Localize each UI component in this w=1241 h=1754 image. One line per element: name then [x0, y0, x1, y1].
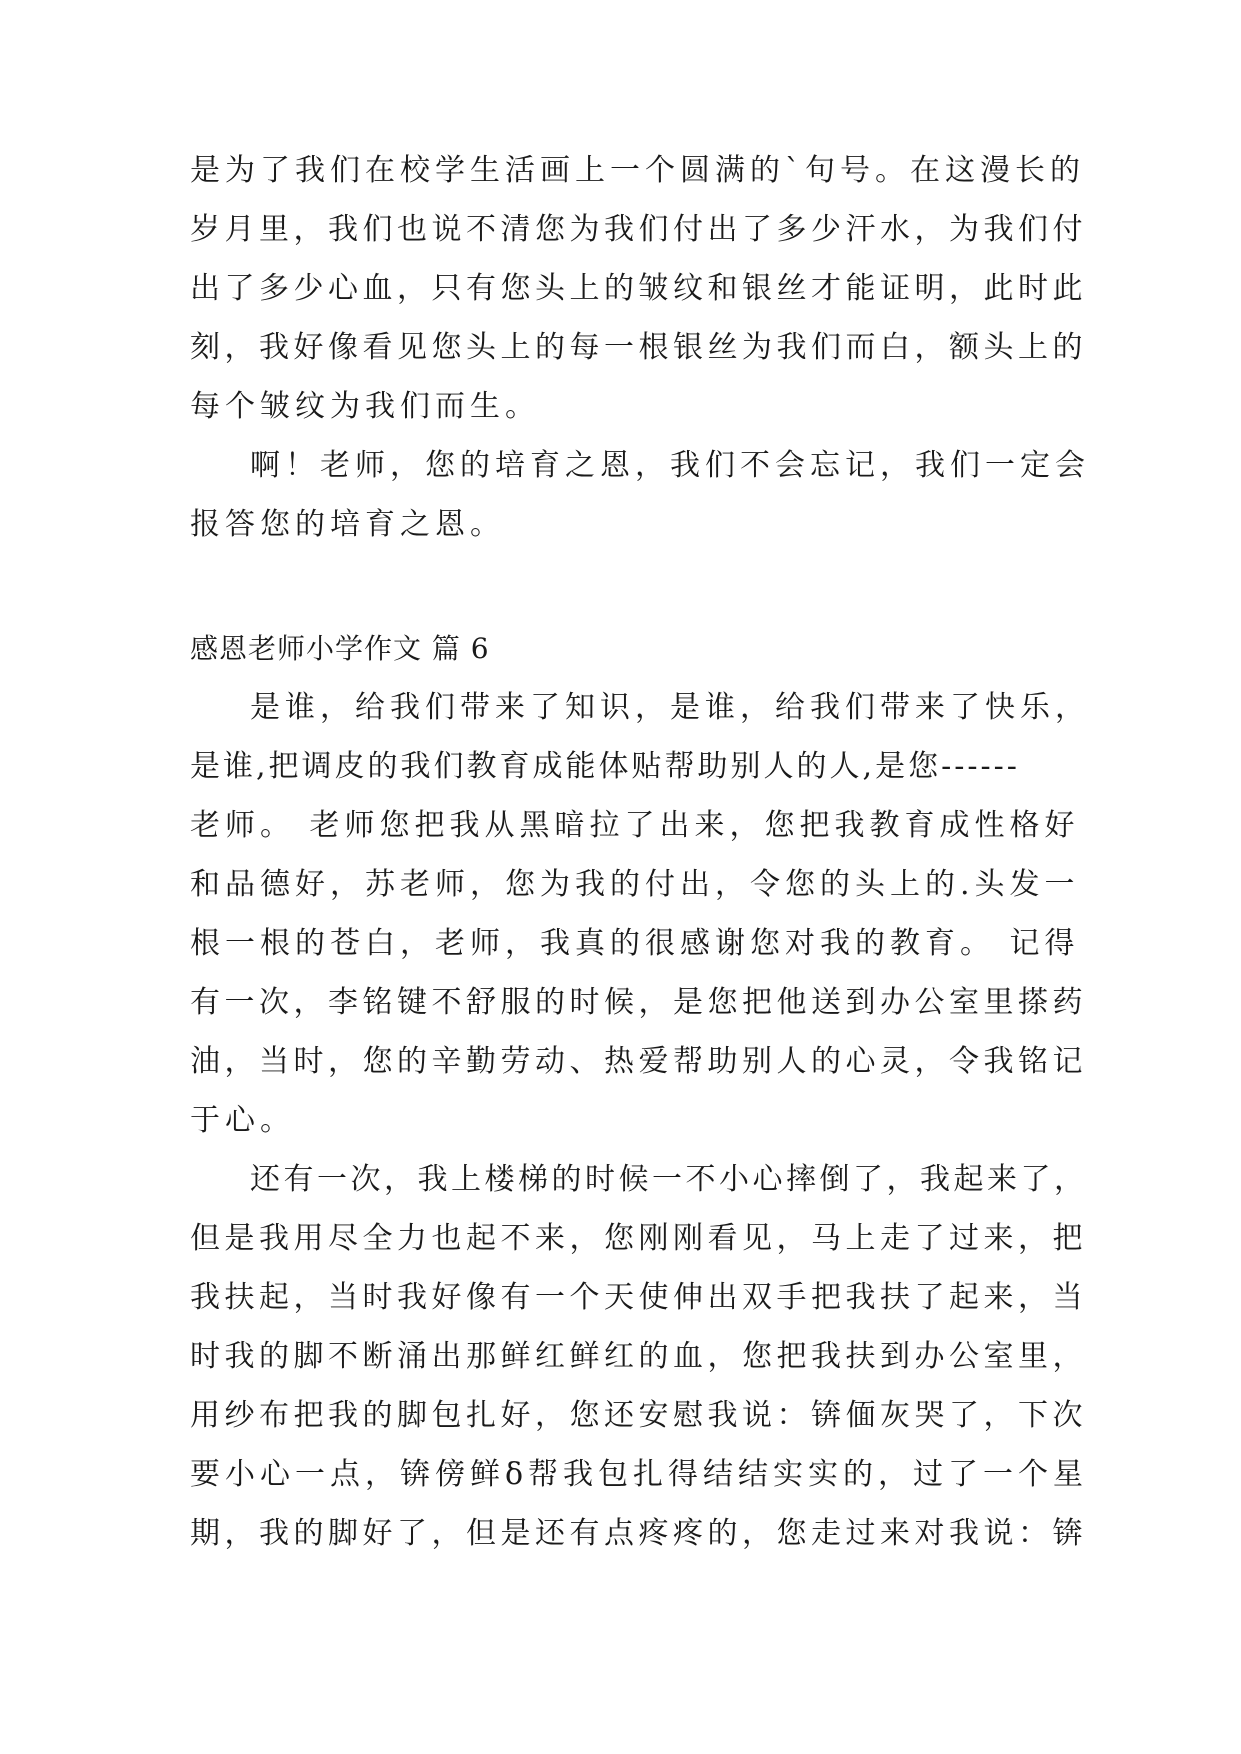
para3-line-7: 油，当时，您的辛勤劳动、热爱帮助别人的心灵，令我铭记 — [190, 1044, 1087, 1079]
para1-line-5: 每个皱纹为我们而生。 — [190, 389, 540, 424]
para3-line-4: 和品德好，苏老师，您为我的付出，令您的头上的.头发一 — [190, 867, 1080, 902]
para4-line-6: 要小心一点，锛傍鲜δ帮我包扎得结结实实的，过了一个星 — [190, 1457, 1089, 1492]
para4-line-4: 时我的脚不断涌出那鲜红鲜红的血，您把我扶到办公室里， — [190, 1339, 1087, 1374]
para4-line-5: 用纱布把我的脚包扎好，您还安慰我说：锛偭灰哭了，下次 — [190, 1398, 1087, 1433]
para3-line-3: 老师。 老师您把我从黑暗拉了出来，您把我教育成性格好 — [190, 808, 1080, 843]
para1-line-4: 刻，我好像看见您头上的每一根银丝为我们而白，额头上的 — [190, 330, 1087, 365]
para4-line-1: 还有一次，我上楼梯的时候一不小心摔倒了，我起来了， — [250, 1162, 1088, 1197]
para3-line-5: 根一根的苍白，老师，我真的很感谢您对我的教育。 记得 — [190, 926, 1080, 961]
para4-line-3: 我扶起，当时我好像有一个天使伸出双手把我扶了起来，当 — [190, 1280, 1087, 1315]
para4-line-7: 期，我的脚好了，但是还有点疼疼的，您走过来对我说：锛 — [190, 1516, 1087, 1551]
para3-line-2: 是谁,把调皮的我们教育成能体贴帮助别人的人,是您------ — [190, 749, 1020, 784]
para1-line-1: 是为了我们在校学生活画上一个圆满的`句号。在这漫长的 — [190, 153, 1085, 188]
para3-line-1: 是谁，给我们带来了知识，是谁，给我们带来了快乐， — [250, 690, 1090, 725]
para1-line-3: 出了多少心血，只有您头上的皱纹和银丝才能证明，此时此 — [190, 271, 1087, 306]
para1-line-2: 岁月里，我们也说不清您为我们付出了多少汗水，为我们付 — [190, 212, 1087, 247]
para2-line-2: 报答您的培育之恩。 — [190, 507, 505, 542]
para3-line-6: 有一次，李铭键不舒服的时候，是您把他送到办公室里搽药 — [190, 985, 1087, 1020]
para3-line-8: 于心。 — [190, 1103, 295, 1138]
para4-line-2: 但是我用尽全力也起不来，您刚刚看见，马上走了过来，把 — [190, 1221, 1087, 1256]
para2-line-1: 啊！老师，您的培育之恩，我们不会忘记，我们一定会 — [250, 448, 1090, 483]
section-heading: 感恩老师小学作文 篇 6 — [190, 632, 490, 665]
